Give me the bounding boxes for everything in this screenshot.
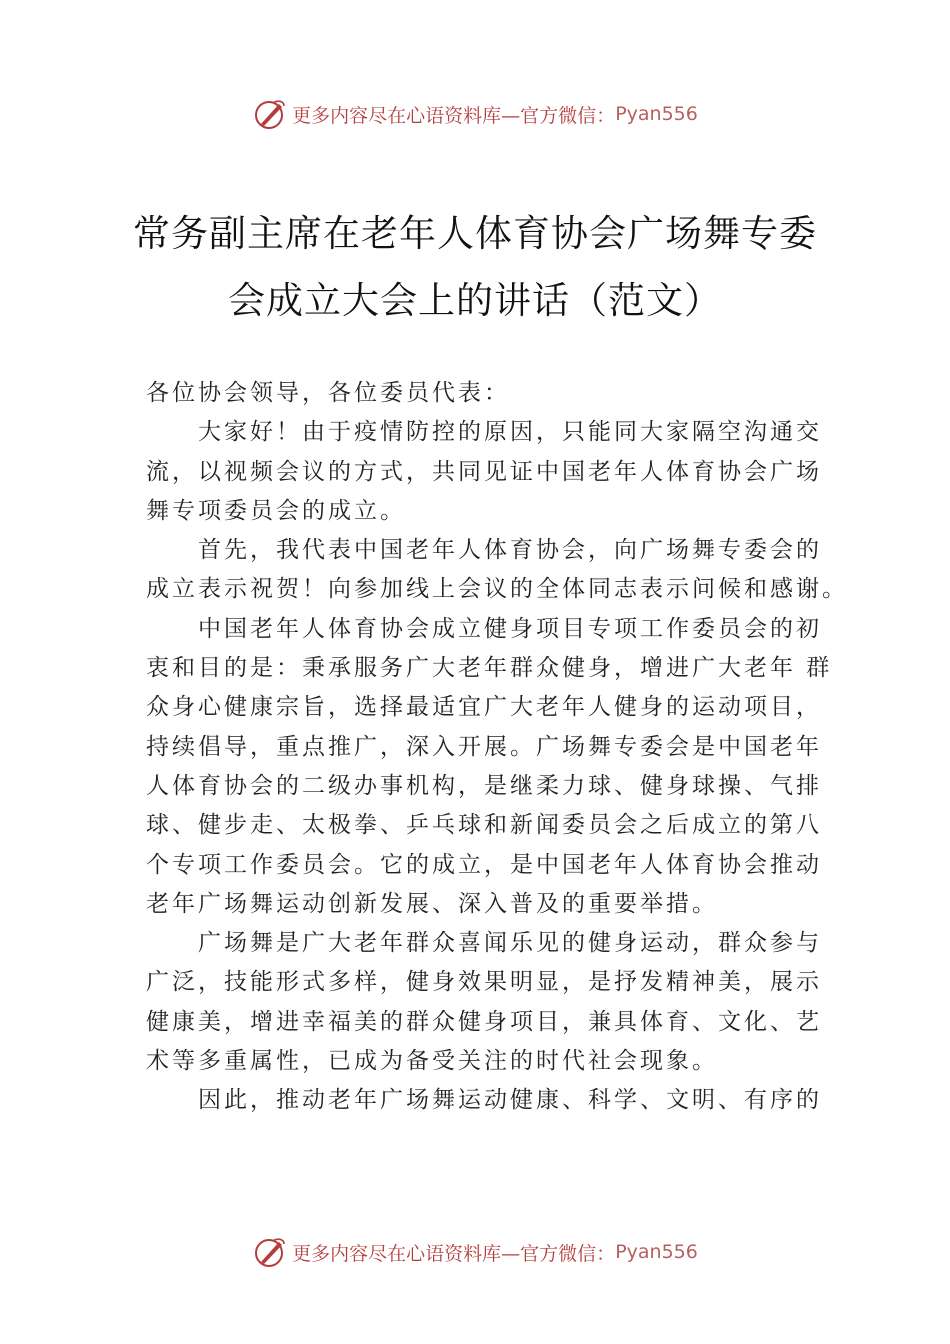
paragraph-3-line: 个专项工作委员会。它的成立，是中国老年人体育协会推动 [146, 851, 822, 878]
paragraph-5-line: 因此，推动老年广场舞运动健康、科学、文明、有序的 [198, 1087, 822, 1114]
paragraph-4-line: 术等多重属性，已成为备受关注的时代社会现象。 [146, 1048, 718, 1075]
paragraph-3-line: 老年广场舞运动创新发展、深入普及的重要举措。 [146, 890, 718, 917]
document-title-line-2: 会成立大会上的讲话（范文） [228, 279, 722, 322]
banner-wechat-id: Pyan556 [615, 103, 698, 125]
banner-wechat-label: 官方微信： [520, 1242, 616, 1265]
footer-watermark-banner [0, 1232, 950, 1272]
paragraph-2-line: 首先，我代表中国老年人体育协会，向广场舞专委会的 [198, 537, 822, 564]
salutation: 各位协会领导，各位委员代表： [146, 380, 510, 406]
paragraph-3-line: 中国老年人体育协会成立健身项目专项工作委员会的初 [198, 615, 822, 642]
paragraph-3-line: 衷和目的是：秉承服务广大老年群众健身，增进广大老年 群 [146, 655, 833, 682]
paragraph-3-line: 持续倡导，重点推广，深入开展。广场舞专委会是中国老年 [146, 733, 822, 760]
paragraph-4-line: 广场舞是广大老年群众喜闻乐见的健身运动，群众参与 [198, 930, 822, 957]
document-title-line-1: 常务副主席在老年人体育协会广场舞专委 [133, 212, 817, 255]
paragraph-3-line: 球、健步走、太极拳、乒乓球和新闻委员会之后成立的第八 [146, 812, 822, 839]
header-watermark-banner [0, 94, 950, 134]
paragraph-1-line: 舞专项委员会的成立。 [146, 497, 406, 524]
banner-text: 更多内容尽在心语资料库— [292, 104, 521, 127]
paragraph-3-line: 众身心健康宗旨，选择最适宜广大老年人健身的运动项目， [146, 694, 822, 721]
paragraph-1-line: 大家好！由于疫情防控的原因，只能同大家隔空沟通交 [198, 419, 822, 446]
paragraph-1-line: 流，以视频会议的方式，共同见证中国老年人体育协会广场 [146, 458, 822, 485]
paragraph-2-line: 成立表示祝贺！向参加线上会议的全体同志表示问候和感谢。 [146, 576, 848, 603]
quill-logo-icon [252, 96, 288, 132]
paragraph-3-line: 人体育协会的二级办事机构，是继柔力球、健身球操、气排 [146, 772, 822, 799]
paragraph-4-line: 广泛，技能形式多样，健身效果明显，是抒发精神美，展示 [146, 969, 822, 996]
paragraph-4-line: 健康美，增进幸福美的群众健身项目，兼具体育、文化、艺 [146, 1008, 822, 1035]
banner-wechat-id: Pyan556 [615, 1241, 698, 1263]
document-body [146, 374, 848, 1121]
banner-text: 更多内容尽在心语资料库— [292, 1242, 521, 1265]
quill-logo-icon [252, 1234, 288, 1270]
banner-wechat-label: 官方微信： [520, 104, 616, 127]
